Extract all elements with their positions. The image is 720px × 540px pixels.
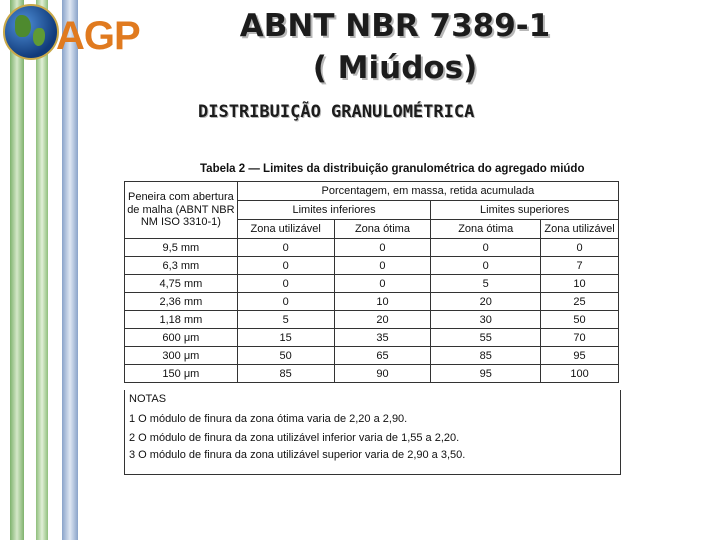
value-cell: 0 [237, 275, 334, 293]
sieve-cell: 600 μm [125, 329, 238, 347]
page-title: ABNT NBR 7389-1 [239, 8, 551, 44]
value-cell: 15 [237, 329, 334, 347]
table-row [125, 239, 619, 257]
value-cell: 0 [334, 239, 431, 257]
value-cell: 90 [334, 365, 431, 383]
table-row [125, 257, 619, 275]
value-cell: 7 [541, 257, 619, 275]
agp-logo [0, 0, 140, 70]
value-cell: 50 [541, 311, 619, 329]
value-cell: 0 [334, 257, 431, 275]
sieve-cell: 300 μm [125, 347, 238, 365]
value-cell: 95 [541, 347, 619, 365]
value-cell: 0 [237, 293, 334, 311]
zone-header: Zona utilizável [541, 220, 619, 239]
value-cell: 20 [431, 293, 541, 311]
value-cell: 70 [541, 329, 619, 347]
value-cell: 0 [334, 275, 431, 293]
sieve-cell: 6,3 mm [125, 257, 238, 275]
logo-text: AGP [56, 14, 140, 58]
table-row [125, 311, 619, 329]
sieve-cell: 4,75 mm [125, 275, 238, 293]
table-row [125, 365, 619, 383]
green-bar [36, 0, 48, 540]
value-cell: 50 [237, 347, 334, 365]
granulometry-table [124, 181, 619, 383]
percentage-header: Porcentagem, em massa, retida acumulada [237, 182, 618, 201]
sieve-cell: 9,5 mm [125, 239, 238, 257]
note-item: 3 O módulo de finura da zona utilizável superior varia de 2,90 a 3,50. [129, 449, 466, 461]
value-cell: 85 [237, 365, 334, 383]
value-cell: 0 [237, 257, 334, 275]
page-subtitle: DISTRIBUIÇÃO GRANULOMÉTRICA [198, 102, 475, 122]
value-cell: 10 [541, 275, 619, 293]
blue-bar [62, 0, 78, 540]
sieve-cell: 150 μm [125, 365, 238, 383]
sieve-cell: 1,18 mm [125, 311, 238, 329]
value-cell: 10 [334, 293, 431, 311]
value-cell: 65 [334, 347, 431, 365]
value-cell: 0 [431, 257, 541, 275]
value-cell: 95 [431, 365, 541, 383]
table-row [125, 275, 619, 293]
zone-header: Zona ótima [334, 220, 431, 239]
note-item: 1 O módulo de finura da zona ótima varia de 2,20 a 2,90. [129, 413, 408, 425]
value-cell: 55 [431, 329, 541, 347]
value-cell: 5 [237, 311, 334, 329]
table-row [125, 347, 619, 365]
zone-header: Zona utilizável [237, 220, 334, 239]
value-cell: 35 [334, 329, 431, 347]
value-cell: 85 [431, 347, 541, 365]
green-bar [10, 0, 24, 540]
value-cell: 100 [541, 365, 619, 383]
sieve-cell: 2,36 mm [125, 293, 238, 311]
lower-limits-header: Limites inferiores [237, 201, 431, 220]
decorative-side-bars [0, 0, 80, 540]
value-cell: 0 [541, 239, 619, 257]
value-cell: 20 [334, 311, 431, 329]
page-title-line2: ( Miúdos) [312, 50, 478, 86]
value-cell: 0 [431, 239, 541, 257]
value-cell: 25 [541, 293, 619, 311]
table-row [125, 329, 619, 347]
value-cell: 0 [237, 239, 334, 257]
table-row [125, 293, 619, 311]
sieve-column-header: Peneira com abertura de malha (ABNT NBR NM ISO 3310-1) [125, 182, 238, 239]
upper-limits-header: Limites superiores [431, 201, 619, 220]
note-item: 2 O módulo de finura da zona utilizável inferior varia de 1,55 a 2,20. [129, 432, 460, 444]
zone-header: Zona ótima [431, 220, 541, 239]
table-notes [124, 390, 621, 475]
notes-title: NOTAS [129, 393, 167, 405]
value-cell: 5 [431, 275, 541, 293]
value-cell: 30 [431, 311, 541, 329]
globe-icon [3, 4, 59, 60]
table-caption: Tabela 2 — Limites da distribuição granulométrica do agregado miúdo [200, 163, 585, 175]
